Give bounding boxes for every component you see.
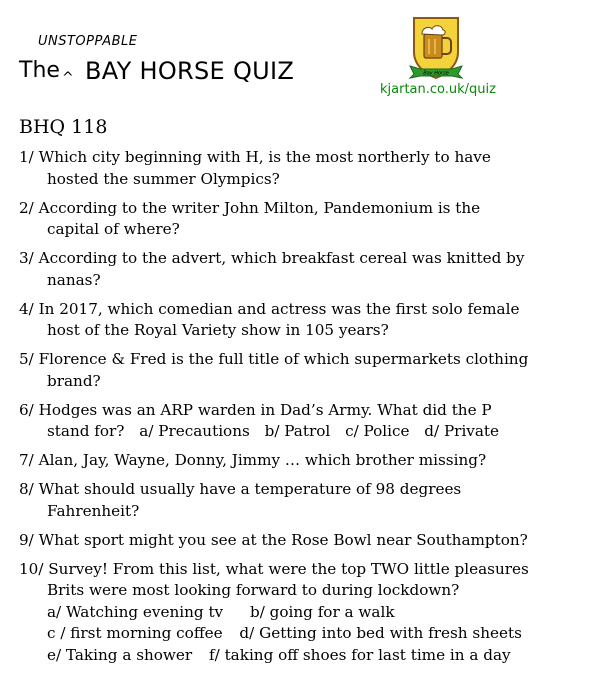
the-label: The (19, 58, 60, 83)
question-line: hosted the summer Olympics? (47, 169, 280, 188)
question-5 (19, 349, 589, 392)
quiz-header (0, 0, 600, 110)
answer-option: e/ Taking a shower (47, 645, 193, 664)
question-line: 6/ Hodges was an ARP warden in Dad’s Army. What did the P (19, 400, 492, 419)
question-8 (19, 479, 589, 522)
question-list (19, 147, 589, 674)
answer-option: a/ Watching evening tv (47, 602, 224, 621)
question-line: host of the Royal Variety show in 105 years? (47, 321, 389, 339)
answer-option: b/ going for a walk (249, 602, 395, 621)
question-line: brand? (47, 371, 101, 390)
question-line: 7/ Alan, Jay, Wayne, Donny, Jimmy … which brother missing? (19, 451, 487, 469)
question-line: 4/ In 2017, which comedian and actress was the first solo female (19, 299, 520, 318)
question-line: 1/ Which city beginning with H, is the most northerly to have (19, 148, 491, 166)
site-url: kjartan.co.uk/quiz (380, 82, 496, 97)
answer-options-row (19, 623, 589, 645)
question-line: 2/ According to the writer John Milton, Pandemonium is the (19, 198, 481, 217)
question-line: capital of where? (47, 220, 180, 238)
question-4 (19, 299, 589, 342)
question-line: 3/ According to the advert, which breakfast cereal was knitted by (19, 249, 525, 267)
question-line: 8/ What should usually have a temperature of 98 degrees (19, 480, 462, 498)
answer-option: a/ Precautions (139, 422, 250, 440)
question-line: Brits were most looking forward to during lockdown? (47, 581, 460, 599)
logo-ribbon-text: Bay Horse (423, 70, 449, 77)
question-line: 5/ Florence & Fred is the full title of which supermarkets clothing (19, 350, 529, 368)
question-6 (19, 400, 589, 443)
answer-option: d/ Getting into bed with fresh sheets (239, 624, 522, 642)
answer-option: b/ Patrol (264, 422, 331, 440)
question-options-line (19, 421, 589, 443)
answer-option: d/ Private (424, 422, 500, 440)
question-1 (19, 147, 589, 190)
answer-option: c / first morning coffee (47, 624, 223, 642)
answer-options-row (19, 645, 589, 667)
beer-mug-shield-icon (408, 14, 464, 84)
answer-option: c/ Police (345, 422, 410, 440)
question-2 (19, 198, 589, 241)
question-line: 10/ Survey! From this list, what were the top TWO little pleasures (19, 559, 529, 578)
question-9 (19, 530, 589, 552)
quiz-title: BAY HORSE QUIZ (85, 57, 295, 85)
answer-option: f/ taking off shoes for last time in a day (209, 645, 511, 664)
question-3 (19, 248, 589, 291)
unstoppable-label: UNSTOPPABLE (38, 34, 138, 49)
question-line: 9/ What sport might you see at the Rose Bowl near Southampton? (19, 530, 528, 549)
question-10 (19, 559, 589, 667)
question-line: Fahrenheit? (47, 501, 140, 520)
question-line-lead: stand for? (47, 422, 125, 440)
question-7 (19, 450, 589, 472)
question-line: nanas? (47, 270, 101, 289)
insert-caret: ^ (62, 70, 74, 86)
quiz-code: BHQ 118 (19, 116, 108, 138)
answer-options-row (19, 602, 589, 624)
